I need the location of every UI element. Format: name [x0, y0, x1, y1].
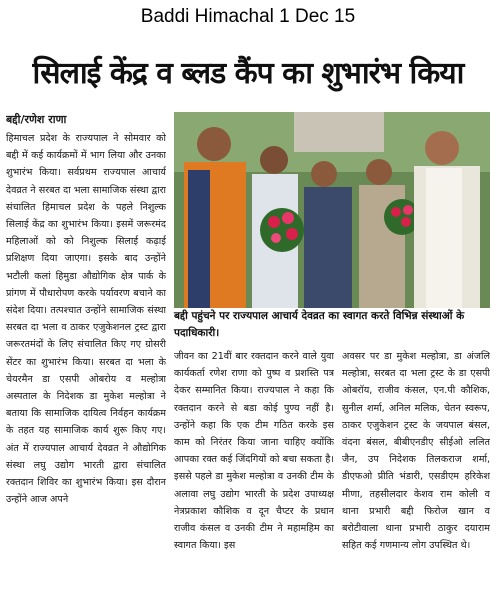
article-column-2: [174, 348, 334, 590]
clipping-tag: Baddi Himachal 1 Dec 15: [140, 6, 356, 27]
article-text-3: अवसर पर डा मुकेश मल्होत्रा, डा अंजलि मल्होत्रा, सरबत दा भला ट्रस्ट के डा एसपी ओबरॉय, राजीव कंसल, एन.पी कौशिक, सुनील शर्मा, अनिल मलिक, चेतन स्वरूप, ठाकर एजुकेशन ट्रस्ट के जयपाल बंसल, वंदना बंसल, बीबीएनडीए सीईओ ललित जैन, उप निदेशक तिलकराज शर्मा, डीएफओ प्रीति भंडारी, एसडीएम हरिकेश मीणा, तहसीलदार केशव राम कोली व थाना प्रभारी बद्दी फिरोज खान व बरोटीवाला थाना प्रभारी ठाकुर दयाराम सहित कई गणमान्य लोग उपस्थित थे।: [342, 351, 490, 552]
photo-caption: बद्दी पहुंचने पर राज्यपाल आचार्य देवव्रत का स्वागत करते विभिन्न संस्थाओं के पदाधिकारी।: [174, 310, 465, 339]
article-text-2: जीवन का 21वीं बार रक्तदान करने वाले युवा कार्यकर्ता रणेश राणा को पुष्प व प्रशस्ति पत्र देकर सम्मानित किया। राज्यपाल ने कहा कि रक्तदान करने से बडा कोई पुण्य नहीं है। उन्होंने कहा कि एक टीम गठित करके इस काम को निरंतर किया जाना चाहिए क्योंकि आपका रक्त कई जिंदगियों को बचा सकता है। इससे पहले डा मुकेश मल्होत्रा व उनकी टीम के अलावा लघु उद्योग भारती के प्रदेश उपाध्यक्ष नेत्रप्रकाश कौशिक व दून चैप्टर के प्रधान राजीव कंसल व उनकी टीम ने महामहिम का स्वागत किया। इस: [174, 351, 334, 552]
byline: बद्दी/रणेश राणा: [6, 113, 67, 126]
article-text-1: हिमाचल प्रदेश के राज्यपाल ने सोमवार को बद्दी में कई कार्यक्रमों में भाग लिया और उनका शुभारंभ किया। सर्वप्रथम राज्यपाल आचार्य देवव्रत ने सरबत दा भला सामाजिक संस्था द्वारा संचालित हिमाचल प्रदेश के पहले निशुल्क सिलाई केंद्र का शुभारंभ किया। इसमें जरूरमंद महिलाओं को को निशुल्क सिलाई कढ़ाई प्रशिक्षण दिया जाएगा। इसके बाद उन्होंने भटौली कलां हिमुडा औद्योगिक क्षेत्र पार्क के प्रांगण में पौधारोपण करके पर्यावरण बचाने का संदेश दिया। तत्पश्चात उन्होंने सामाजिक संस्था सरबत दा भला व ठाकर एजुकेशनल ट्रस्ट द्वारा जरूरतमंदों के लिए संचालित किए गए ग्रोसरी सेंटर का शुभारंभ किया। सरबत दा भला के चेयरमैन डा एसपी ओबरोय व मल्होत्रा अस्पताल के निदेशक डा मुकेश मल्होत्रा ने बताया कि सामाजिक दायित्व निर्वहन कार्यक्रम के तहत यह सामाजिक कार्य शुरू किए गए। अंत में राज्यपाल आचार्य देवव्रत ने औद्योगिक संस्था लघु उद्योग भारती द्वारा संचालित रक्तदान शिविर का शुभारंभ किया। इस दौरान उन्होंने आज अपने: [6, 133, 166, 506]
article-column-1: [6, 112, 166, 590]
article-column-3: [342, 348, 490, 590]
headline: सिलाई केंद्र व ब्लड कैंप का शुभारंभ किया: [32, 56, 464, 91]
news-photo: [174, 112, 490, 308]
news-photo-illustration: [174, 112, 490, 308]
